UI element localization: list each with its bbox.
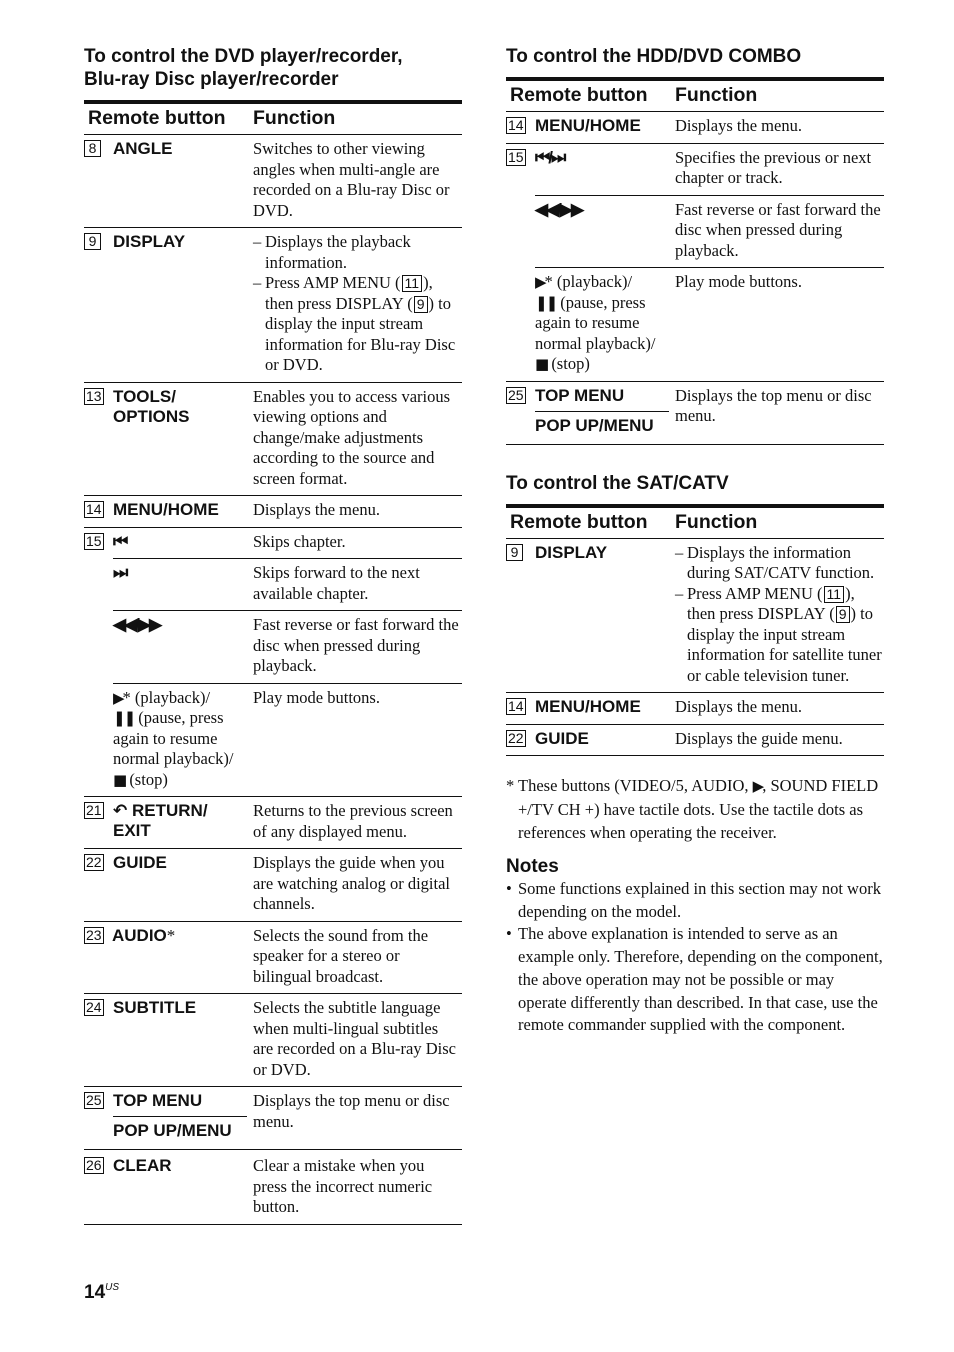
item-number: 22: [508, 729, 524, 746]
function-text: Fast reverse or fast forward the disc when pressed during playback.: [253, 615, 459, 675]
item-number: 15: [86, 532, 102, 549]
table-row-menu: [506, 693, 884, 725]
sat-section-title: To control the SAT/CATV: [506, 472, 729, 494]
table-row-tools: [84, 383, 462, 497]
function-text: [253, 232, 462, 376]
function-text: Displays the menu.: [253, 500, 380, 519]
play-icon: ▶: [752, 777, 763, 795]
return-icon: ↶: [113, 801, 128, 821]
function-text: Displays the top menu or disc menu.: [675, 385, 872, 425]
pause-icon: ❚❚: [113, 709, 135, 727]
note-item: • Some functions explained in this section may not work depending on the model.: [506, 879, 881, 921]
button-name: SUBTITLE: [113, 998, 197, 1017]
previous-icon: ⏮: [113, 531, 127, 551]
sub-row-play: ▶* (playback)/ ❚❚ (pause, press again to resume normal playback)/ ■ (stop) Play mode buttons.: [113, 684, 462, 797]
stop-icon: ■: [535, 355, 548, 373]
column-header-remote-button: Remote button: [510, 84, 648, 106]
table-row-guide: [84, 849, 462, 922]
table-header: [506, 77, 884, 112]
button-name: AUDIO*: [112, 925, 176, 945]
play-icon: ▶: [113, 688, 123, 707]
function-text: Selects the sound from the speaker for a stereo or bilingual broadcast.: [253, 925, 429, 986]
right-column: [506, 45, 884, 1037]
item-number: 14: [508, 698, 524, 714]
notes-heading: Notes: [506, 856, 559, 877]
function-text: Switches to other viewing angles when multi-angle are recorded on a Blu-ray Disc or DVD.: [253, 139, 450, 220]
function-text: Displays the guide when you are watching analog or digital channels.: [253, 853, 451, 913]
function-text: Displays the guide menu.: [675, 728, 843, 748]
function-text: Displays the menu.: [675, 116, 802, 135]
function-text: Clear a mistake when you press the incorrect numeric button.: [253, 1156, 433, 1216]
sub-row-next: [113, 559, 462, 611]
item-number: 15: [508, 148, 524, 165]
item-ref-box: 9: [836, 606, 850, 623]
list-item: – Press AMP MENU ( 11 ), then press DISPLAY ( 9 ) to display the input stream information for Blu-ray Disc or DVD.: [253, 273, 456, 374]
button-name: TOOLS/ OPTIONS: [113, 386, 190, 426]
button-name: MENU/HOME: [535, 697, 641, 716]
item-ref-box: 11: [402, 275, 423, 292]
item-ref-box: 11: [824, 586, 845, 603]
function-text: Enables you to access various viewing options and change/make adjustments according to the source and screen format.: [253, 386, 451, 488]
page-number: $14^{US}$: [84, 1282, 120, 1303]
table-row-skip: [506, 144, 884, 382]
button-name: MENU/HOME: [535, 116, 641, 135]
table-row-audio: [84, 922, 462, 995]
sub-row-rewind: [113, 611, 462, 684]
dvd-section: [84, 45, 462, 1225]
rewind-fastforward-icon: ◀◀/▶▶: [113, 615, 161, 634]
item-number: 24: [86, 999, 102, 1015]
function-text: Displays the top menu or disc menu.: [253, 1091, 450, 1131]
function-text: Skips chapter.: [253, 531, 346, 551]
list-item: – Displays the information during SAT/CATV function.: [675, 542, 875, 582]
section-title: [84, 45, 462, 91]
button-name: ↶ RETURN/ EXIT: [113, 801, 208, 840]
section-title-line2: Blu-ray Disc player/recorder: [84, 69, 339, 90]
footnote: * These buttons (VIDEO/5, AUDIO, ▶, SOUND FIELD +/TV CH +) have tactile dots. Use the tactile dots as references when operating the receiver.: [506, 776, 879, 842]
list-item: – Displays the playback information.: [253, 232, 411, 272]
item-number: 9: [506, 544, 523, 561]
item-ref-box: 9: [414, 296, 428, 313]
function-text: [675, 543, 884, 687]
function-text: Returns to the previous screen of any displayed menu.: [253, 801, 453, 841]
item-number: 9: [84, 233, 101, 250]
button-name: GUIDE: [535, 728, 589, 748]
table-row-subtitle: [84, 994, 462, 1087]
button-name: DISPLAY: [535, 542, 608, 562]
table-row-clear: [84, 1150, 462, 1225]
sub-row-skip: [535, 144, 884, 196]
button-name: CLEAR: [113, 1156, 172, 1175]
table-header: [84, 100, 462, 135]
table-row-display: [506, 539, 884, 694]
stop-icon: ■: [113, 770, 126, 789]
item-number: 25: [508, 386, 524, 403]
section-title-line1: To control the DVD player/recorder,: [84, 46, 403, 67]
item-number: 14: [86, 501, 102, 517]
item-number: 14: [508, 117, 524, 133]
item-number: 25: [86, 1092, 102, 1108]
button-name: GUIDE: [113, 853, 167, 872]
function-text: Play mode buttons.: [675, 272, 802, 291]
pause-icon: ❚❚: [535, 293, 557, 312]
button-name: TOP MENU POP UP/MENU: [113, 1091, 253, 1141]
play-icon: ▶: [535, 273, 545, 291]
column-header-remote-button: Remote button: [510, 510, 648, 533]
rewind-fastforward-icon: ◀◀/▶▶: [535, 199, 583, 219]
function-text: Skips forward to the next available chapter.: [253, 563, 420, 603]
function-text: Selects the subtitle language when multi-lingual subtitles are recorded on a Blu-ray Disc or DVD.: [253, 998, 456, 1079]
function-text: Fast reverse or fast forward the disc when pressed during playback.: [675, 199, 881, 260]
table-row-menu: [506, 112, 884, 144]
column-header-function: Function: [253, 107, 336, 129]
table-row-menu: [84, 496, 462, 528]
button-name: TOP MENU POP UP/MENU: [535, 386, 675, 436]
column-header-remote-button: Remote button: [88, 107, 226, 129]
function-text: Play mode buttons.: [253, 687, 380, 707]
table-row-topmenu: [84, 1087, 462, 1150]
table-header: [506, 504, 884, 539]
table-row-display: [84, 228, 462, 383]
button-name: MENU/HOME: [113, 500, 219, 519]
function-text: Displays the menu.: [675, 697, 802, 716]
item-number: 26: [86, 1157, 102, 1173]
column-header-function: Function: [675, 510, 758, 533]
table-row-angle: [84, 135, 462, 228]
sub-row-rewind: [535, 196, 884, 269]
button-name: ANGLE: [113, 139, 173, 158]
sub-row-prev: [113, 528, 462, 560]
previous-next-icon: ⏮/⏭: [535, 147, 565, 167]
item-number: 21: [86, 802, 102, 818]
column-header-function: Function: [675, 84, 758, 106]
table-row-guide: [506, 725, 884, 757]
table-row-topmenu: [506, 382, 884, 445]
next-icon: ⏭: [113, 563, 127, 582]
table-row-return: [84, 797, 462, 849]
hdd-section-title: To control the HDD/DVD COMBO: [506, 46, 802, 67]
sub-row-play: ▶* (playback)/ ❚❚ (pause, press again to resume normal playback)/ ■ (stop) Play mode buttons.: [535, 268, 884, 381]
button-name: DISPLAY: [113, 232, 186, 251]
item-number: 8: [84, 140, 101, 157]
item-number: 13: [86, 387, 102, 404]
note-item: • The above explanation is intended to serve as an example only. Therefore, depending on the component, the above operation may not be possible or may operate differently than described. In that case, use the remote commander supplied with the component.: [506, 924, 883, 1035]
list-item: – Press AMP MENU ( 11 ), then press DISPLAY ( 9 ) to display the input stream information for satellite tuner or cable television tuner.: [675, 583, 882, 685]
item-number: 23: [86, 926, 102, 943]
table-row-skip: [84, 528, 462, 798]
item-number: 22: [86, 854, 102, 870]
function-text: Specifies the previous or next chapter or track.: [675, 147, 872, 187]
